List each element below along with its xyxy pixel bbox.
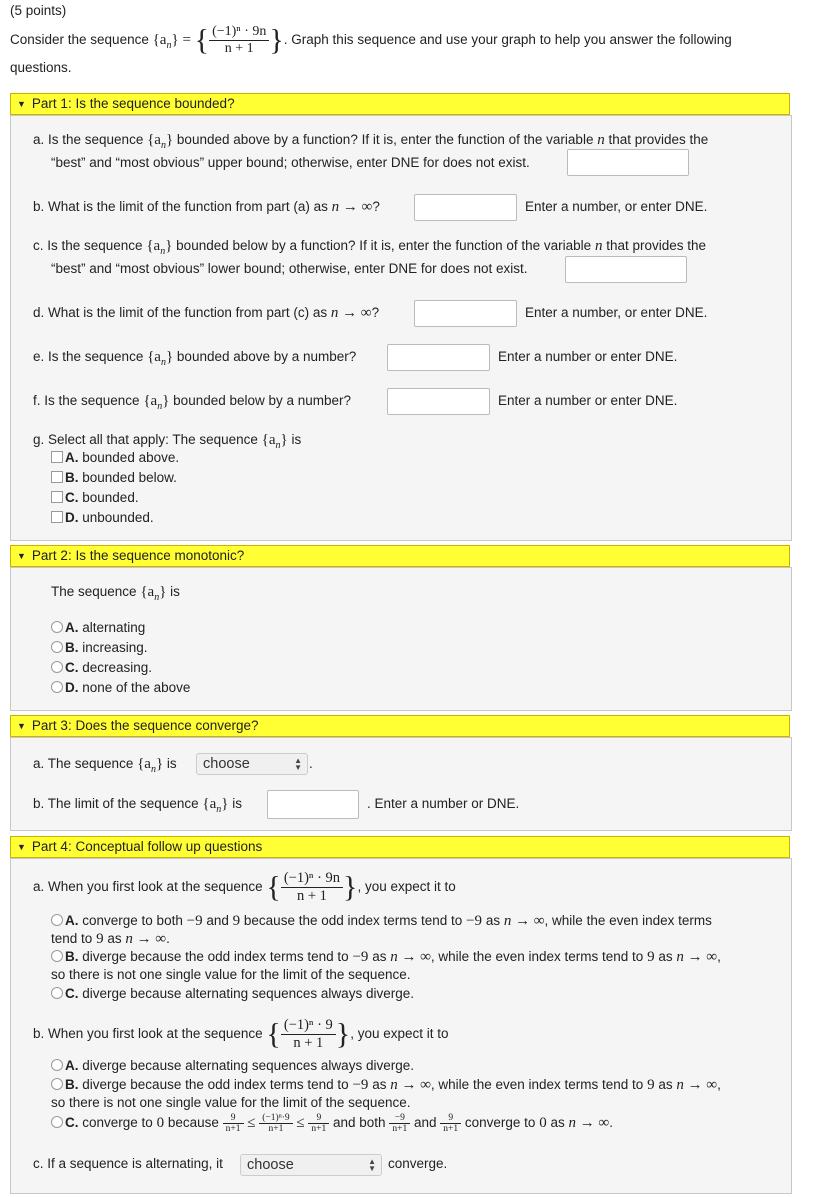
small-fraction: $\frac{9}{n+1}$ <box>440 1113 461 1134</box>
sequence-formula: $\frac{\text{(−1)ⁿ · 9n}}{n + 1}$ <box>209 24 269 57</box>
part1-c-question: c. Is the sequence $\{a_n\}$ bounded below by a function? If it is, enter the function of the variable n that provides the <box>33 238 707 257</box>
part4-b-option-b[interactable]: B. diverge because the odd index terms tend to −9 as n → ∞, while the even index terms tend to 9 as n → ∞, <box>51 1077 721 1094</box>
part4-a-option-a[interactable]: A. converge to both −9 and 9 because the odd index terms tend to −9 as n → ∞, while the even index terms <box>51 913 712 930</box>
part4-a-option-b[interactable]: B. diverge because the odd index terms tend to −9 as n → ∞, while the even index terms tend to 9 as n → ∞, <box>51 949 721 966</box>
part1-g-question: g. Select all that apply: The sequence $\{a_n\}$ is <box>33 432 302 451</box>
part1-f-question: f. Is the sequence $\{a_n\}$ bounded below by a number? <box>33 393 352 412</box>
checkbox-option-c[interactable]: C. bounded. <box>51 490 139 505</box>
part1-header[interactable]: ▼ Part 1: Is the sequence bounded? <box>10 93 790 115</box>
part2-header[interactable]: ▼ Part 2: Is the sequence monotonic? <box>10 545 790 567</box>
radio-icon[interactable] <box>51 621 63 633</box>
part4-header[interactable]: ▼ Part 4: Conceptual follow up questions <box>10 836 790 858</box>
checkbox-icon[interactable] <box>51 451 63 463</box>
part1-b-question: b. What is the limit of the function from part (a) as n → ∞? <box>33 199 380 215</box>
points-label: (5 points) <box>10 3 67 18</box>
radio-icon[interactable] <box>51 641 63 653</box>
radio-option-a[interactable]: A. alternating <box>51 620 145 635</box>
part2-question: The sequence $\{a_n\}$ is <box>51 584 180 603</box>
part4-b-option-a[interactable]: A. diverge because alternating sequences always diverge. <box>51 1058 414 1073</box>
radio-icon[interactable] <box>51 681 63 693</box>
alternating-converge-select[interactable]: choose ▲ ▼ <box>240 1154 382 1176</box>
part4-b-question: b. When you first look at the sequence { $\frac{\text{(−1)ⁿ · 9}}{n + 1}$ }, you expect it to <box>33 1017 449 1051</box>
radio-option-d[interactable]: D. none of the above <box>51 680 190 695</box>
radio-option-c[interactable]: C. decreasing. <box>51 660 152 675</box>
radio-icon[interactable] <box>51 914 63 926</box>
checkbox-option-d[interactable]: D. unbounded. <box>51 510 154 525</box>
part1-a-question: a. Is the sequence $\{a_n\}$ bounded above by a function? If it is, enter the function of the variable n that provides the <box>33 132 709 151</box>
checkbox-icon[interactable] <box>51 511 63 523</box>
small-fraction: $\frac{\text{(−1)ⁿ·9}}{n+1}$ <box>259 1113 292 1134</box>
part4-a-question: a. When you first look at the sequence { $\frac{\text{(−1)ⁿ · 9n}}{n + 1}$ }, you expect it to <box>33 870 456 904</box>
part4-c-question: c. If a sequence is alternating, it <box>33 1156 223 1171</box>
upper-limit-input[interactable] <box>414 194 517 221</box>
part3-b-question: b. The limit of the sequence $\{a_n\}$ is <box>33 796 242 815</box>
part3-panel <box>10 737 792 831</box>
small-fraction: $\frac{9}{n+1}$ <box>223 1113 244 1134</box>
collapse-triangle-icon: ▼ <box>17 551 26 561</box>
problem-statement: Consider the sequence $\{a_n\}$ = { $\frac{\text{(−1)ⁿ · 9n}}{n + 1}$ }. Graph this sequence and use your graph to help you answer the following <box>10 23 732 57</box>
part3-a-question: a. The sequence $\{a_n\}$ is <box>33 756 177 775</box>
radio-icon[interactable] <box>51 1078 63 1090</box>
small-fraction: $\frac{9}{n+1}$ <box>308 1113 329 1134</box>
sequence-notation: $\{a_n\}$ <box>152 32 179 52</box>
upper-bound-function-input[interactable] <box>567 149 689 176</box>
upper-number-bound-input[interactable] <box>387 344 490 371</box>
radio-option-b[interactable]: B. increasing. <box>51 640 148 655</box>
part1-e-question: e. Is the sequence $\{a_n\}$ bounded above by a number? <box>33 349 357 368</box>
radio-icon[interactable] <box>51 987 63 999</box>
radio-icon[interactable] <box>51 661 63 673</box>
radio-icon[interactable] <box>51 950 63 962</box>
radio-icon[interactable] <box>51 1059 63 1071</box>
part3-header[interactable]: ▼ Part 3: Does the sequence converge? <box>10 715 790 737</box>
select-arrows-icon: ▲ ▼ <box>368 1157 376 1173</box>
radio-icon[interactable] <box>51 1116 63 1128</box>
part1-d-question: d. What is the limit of the function from part (c) as n → ∞? <box>33 305 380 321</box>
part4-a-option-c[interactable]: C. diverge because alternating sequences always diverge. <box>51 986 414 1001</box>
lower-bound-function-input[interactable] <box>565 256 687 283</box>
checkbox-option-b[interactable]: B. bounded below. <box>51 470 177 485</box>
sequence-limit-input[interactable] <box>267 790 359 819</box>
checkbox-icon[interactable] <box>51 471 63 483</box>
part4-b-option-c[interactable]: C. converge to 0 because $\frac{9}{n+1}$ ≤ $\frac{\text{(−1)ⁿ·9}}{n+1}$ ≤ $\frac{9}{n+1}$ and both $\frac{-9}{n+1}$ and $\frac{9}{n+1}$ converge to 0 as n → ∞. <box>51 1113 613 1134</box>
convergence-select[interactable]: choose ▲ ▼ <box>196 753 308 775</box>
lower-number-bound-input[interactable] <box>387 388 490 415</box>
select-arrows-icon: ▲ ▼ <box>294 756 302 772</box>
checkbox-icon[interactable] <box>51 491 63 503</box>
collapse-triangle-icon: ▼ <box>17 99 26 109</box>
small-fraction: $\frac{-9}{n+1}$ <box>389 1113 410 1134</box>
checkbox-option-a[interactable]: A. bounded above. <box>51 450 179 465</box>
collapse-triangle-icon: ▼ <box>17 842 26 852</box>
collapse-triangle-icon: ▼ <box>17 721 26 731</box>
lower-limit-input[interactable] <box>414 300 517 327</box>
